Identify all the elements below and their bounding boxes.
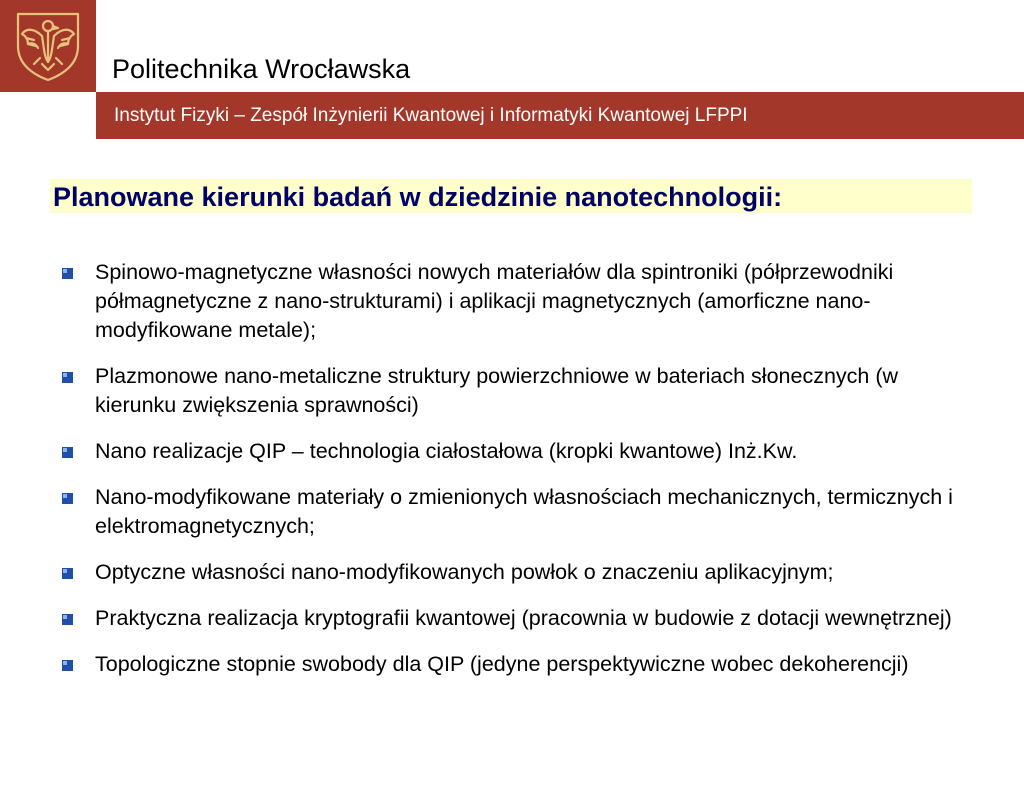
bullet-text: Optyczne własności nano-modyfikowanych powłok o znaczeniu aplikacyjnym; (95, 560, 834, 584)
institute-banner (96, 92, 1024, 139)
list-item (62, 483, 982, 541)
bullet-text: Topologiczne stopnie swobody dla QIP (jedyne perspektywiczne wobec dekoherencji) (95, 652, 909, 676)
university-name: Politechnika Wrocławska (112, 54, 411, 84)
list-item (62, 258, 982, 345)
eagle-crest-icon (10, 8, 86, 84)
square-bullet-icon (62, 614, 73, 625)
title-band (50, 179, 972, 213)
slide-title: Planowane kierunki badań w dziedzinie nanotechnologii: (53, 182, 783, 212)
bullet-text: Spinowo-magnetyczne własności nowych materiałów dla spintroniki (półprzewodniki półmagnetyczne z nano-strukturami) i aplikacji magnetycznych (amorficzne nano-modyfikowane metale); (95, 260, 894, 342)
list-item (62, 650, 982, 679)
list-item (62, 604, 982, 633)
bullet-list (62, 258, 982, 696)
square-bullet-icon (62, 372, 73, 383)
square-bullet-icon (62, 268, 73, 279)
bullet-text: Nano realizacje QIP – technologia ciałostałowa (kropki kwantowe) Inż.Kw. (95, 439, 798, 463)
institute-name: Instytut Fizyki – Zespół Inżynierii Kwantowej i Informatyki Kwantowej LFPPI (114, 105, 748, 126)
list-item (62, 362, 982, 420)
square-bullet-icon (62, 660, 73, 671)
bullet-text: Plazmonowe nano-metaliczne struktury powierzchniowe w bateriach słonecznych (w kierunku zwiększenia sprawności) (95, 364, 899, 417)
list-item (62, 558, 982, 587)
bullet-text: Praktyczna realizacja kryptografii kwantowej (pracownia w budowie z dotacji wewnętrznej) (95, 606, 952, 630)
list-item (62, 437, 982, 466)
bullet-text: Nano-modyfikowane materiały o zmienionych własnościach mechanicznych, termicznych i elektromagnetycznych; (95, 485, 953, 538)
square-bullet-icon (62, 568, 73, 579)
square-bullet-icon (62, 447, 73, 458)
square-bullet-icon (62, 493, 73, 504)
university-logo (0, 0, 96, 92)
